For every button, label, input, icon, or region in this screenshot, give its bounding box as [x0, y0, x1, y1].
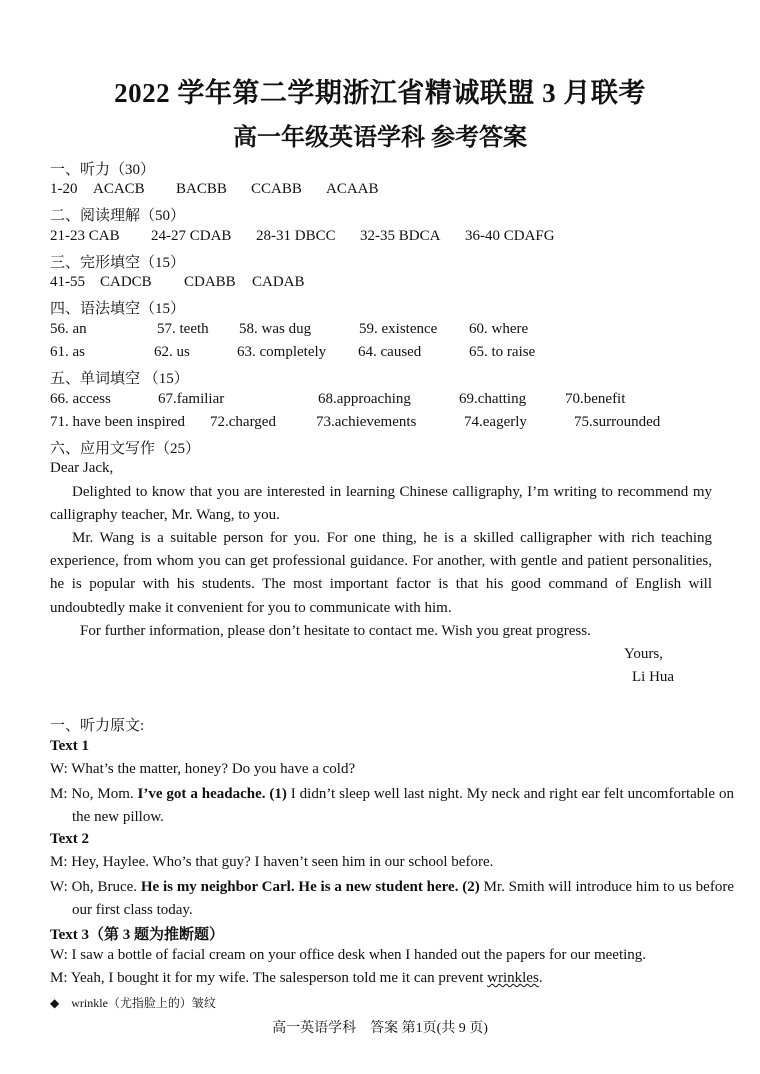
text-label: Text 1 [50, 738, 90, 754]
answer-item: 65. to raise [469, 344, 536, 360]
answer-item: 36-40 CDAFG [465, 228, 555, 244]
answer-item: 70.benefit [565, 391, 626, 407]
dialogue-line [50, 876, 734, 922]
dialogue-rest: I didn’t sleep well last night. My neck and right ear felt uncomfortable on the new pillow. [72, 786, 734, 826]
answer-item: 71. have been inspired [50, 414, 185, 430]
page-footer: 高一英语学科 答案 第1页(共 9 页) [272, 1021, 488, 1036]
bold-key-sentence: He is my neighbor Carl. He is a new student here. (2) [140, 879, 480, 895]
dialogue-rest: Mr. Smith will introduce him to us before our first class today. [72, 879, 734, 919]
answer-item: CCABB [251, 181, 302, 197]
answer-item: 1-20 [50, 181, 78, 197]
dialogue-line [50, 970, 543, 987]
dialogue-line: W: I saw a bottle of facial cream on your office desk when I handed out the papers for our meeting. [50, 947, 647, 963]
answer-item: 57. teeth [157, 321, 209, 337]
letter-greeting: Dear Jack, [50, 460, 114, 476]
answer-item: ACAAB [326, 181, 379, 197]
answer-item: 56. an [50, 321, 87, 337]
vocab-note-text: wrinkle（尤指脸上的）皱纹 [71, 996, 216, 1010]
section-heading-writing: 六、应用文写作（25） [50, 441, 201, 457]
page-title: 2022 学年第二学期浙江省精诚联盟 3 月联考 [114, 78, 646, 108]
dialogue-line: M: Hey, Haylee. Who’s that guy? I haven’t seen him in our school before. [50, 854, 494, 870]
answer-item: 24-27 CDAB [151, 228, 232, 244]
section-heading-grammar: 四、语法填空（15） [50, 301, 186, 317]
answer-item: 60. where [469, 321, 529, 337]
letter-paragraph-2: Mr. Wang is a suitable person for you. For one thing, he is a skilled calligrapher with rich teaching experience, from whom you can get professional guidance. For another, with gentle and patient personalities, he is popular with his students. The most important factor is that his good command of English will undoubtedly make it convenient for you to communicate with him. [50, 530, 712, 616]
answer-item: 75.surrounded [574, 414, 661, 430]
bold-key-sentence: I’ve got a headache. (1) [137, 786, 287, 802]
section-heading-reading: 二、阅读理解（50） [50, 208, 186, 224]
answer-item: 32-35 BDCA [360, 228, 441, 244]
answer-item: 62. us [154, 344, 190, 360]
dialogue-line: W: What’s the matter, honey? Do you have a cold? [50, 761, 356, 777]
vocab-word: wrinkles [487, 970, 539, 986]
answer-item: ACACB [93, 181, 145, 197]
letter-signature: Li Hua [632, 669, 675, 685]
answer-item: 73.achievements [316, 414, 417, 430]
answer-item: 74.eagerly [464, 414, 527, 430]
dialogue-speaker: W: Oh, Bruce. [50, 879, 141, 895]
answer-item: 28-31 DBCC [256, 228, 336, 244]
answer-item: 41-55 [50, 274, 85, 290]
answer-item: 68.approaching [318, 391, 411, 407]
transcript-heading: 一、听力原文: [50, 718, 145, 734]
text-label: Text 3（第 3 题为推断题） [50, 927, 225, 943]
answer-item: 64. caused [358, 344, 422, 360]
section-heading-cloze: 三、完形填空（15） [50, 255, 186, 271]
answer-item: 63. completely [237, 344, 327, 360]
letter-closing: Yours, [624, 646, 663, 662]
answer-item: CDABB [184, 274, 236, 290]
answer-item: 69.chatting [459, 391, 527, 407]
answer-item: CADCB [100, 274, 152, 290]
section-heading-vocab: 五、单词填空 （15） [50, 371, 189, 387]
dialogue-speaker: M: No, Mom. [50, 786, 138, 802]
text-label: Text 2 [50, 831, 90, 847]
answer-item: 61. as [50, 344, 85, 360]
page-subtitle: 高一年级英语学科 参考答案 [233, 125, 527, 151]
letter-paragraph-3: For further information, please don’t hesitate to contact me. Wish you great progress. [80, 623, 591, 639]
answer-item: CADAB [252, 274, 305, 290]
diamond-bullet-icon: ◆ [50, 996, 60, 1010]
dialogue-speaker: M: Yeah, I bought it for my wife. The salesperson told me it can prevent [50, 970, 488, 986]
section-heading-listening: 一、听力（30） [50, 162, 156, 178]
vocab-note [50, 994, 216, 1011]
answer-item: 59. existence [359, 321, 438, 337]
answer-item: 72.charged [210, 414, 276, 430]
answer-item: 21-23 CAB [50, 228, 120, 244]
answer-item: 58. was dug [239, 321, 312, 337]
dialogue-end: . [538, 970, 543, 986]
answer-item: 67.familiar [158, 391, 225, 407]
dialogue-line [50, 783, 734, 829]
answer-item: BACBB [176, 181, 227, 197]
answer-item: 66. access [50, 391, 111, 407]
letter-paragraph-1: Delighted to know that you are interested in learning Chinese calligraphy, I’m writing to recommend my calligraphy teacher, Mr. Wang, to you. [50, 484, 712, 524]
